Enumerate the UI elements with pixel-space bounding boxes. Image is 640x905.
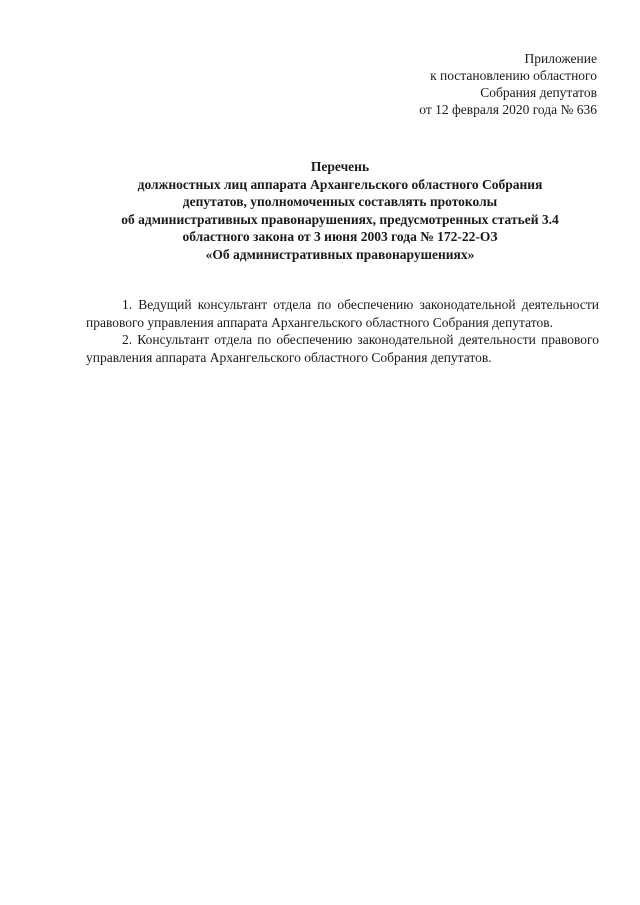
appendix-header	[297, 50, 597, 118]
appendix-line-1: Приложение	[524, 51, 597, 66]
document-title	[60, 158, 620, 263]
list-item: 2. Консультант отдела по обеспечению законодательной деятельности правового управления аппарата Архангельского областного Собрания депутатов.	[86, 332, 599, 365]
title-line-6: «Об административных правонарушениях»	[205, 246, 475, 262]
title-line-2: должностных лиц аппарата Архангельского областного Собрания	[137, 176, 543, 192]
positions-list	[86, 296, 599, 366]
title-line-5: областного закона от 3 июня 2003 года № 172-22-ОЗ	[182, 229, 498, 244]
appendix-line-2: к постановлению областного	[430, 68, 597, 83]
title-line-1: Перечень	[310, 159, 370, 174]
title-line-3: депутатов, уполномоченных составлять протоколы	[182, 194, 498, 209]
title-line-4: об административных правонарушениях, предусмотренных статьей 3.4	[121, 211, 559, 227]
appendix-line-3: Собрания депутатов	[480, 85, 597, 100]
list-item: 1. Ведущий консультант отдела по обеспечению законодательной деятельности правового управления аппарата Архангельского областного Собрания депутатов.	[86, 297, 599, 330]
appendix-line-4: от 12 февраля 2020 года № 636	[419, 102, 597, 117]
